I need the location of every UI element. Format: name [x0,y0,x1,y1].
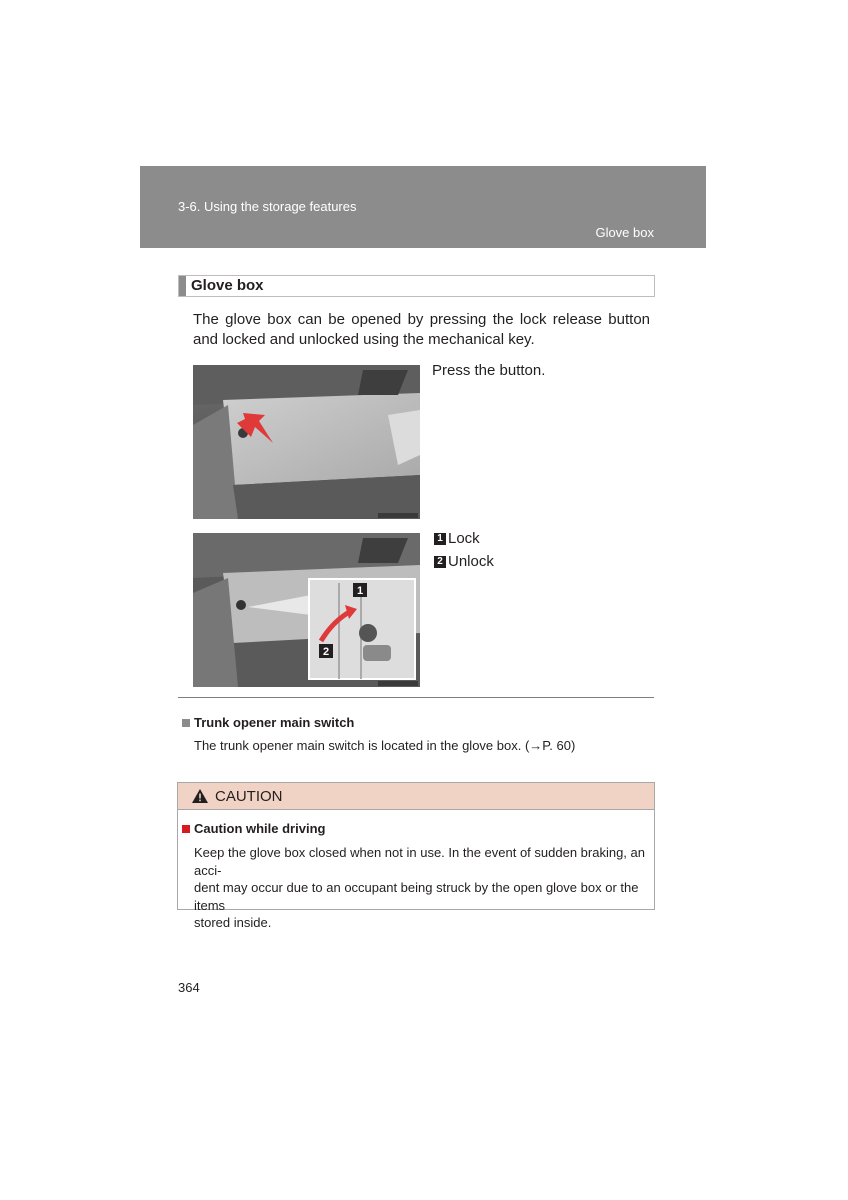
note-text: The trunk opener main switch is located in the glove box. (→P. 60) [194,738,576,753]
legend-label: Unlock [448,553,494,570]
note-heading-label: Trunk opener main switch [194,715,355,730]
glove-box-button-photo [193,365,420,519]
chapter-title: 3-6. Using the storage features [178,199,357,214]
glove-box-key-photo [193,533,420,687]
legend-item-unlock [434,553,494,570]
legend-number: 2 [434,556,446,568]
page-number: 364 [178,980,200,995]
press-button-caption: Press the button. [432,362,546,379]
legend-label: Lock [448,530,480,547]
section-heading [178,275,655,297]
caution-title: CAUTION [215,788,283,805]
section-heading-bar [179,276,186,296]
caution-header [178,783,654,810]
note-heading [182,715,354,730]
caution-subheading [182,821,325,836]
svg-text:1: 1 [356,585,364,597]
legend-number: 1 [434,533,446,545]
section-heading-label: Glove box [191,277,264,294]
red-square-bullet-icon [182,825,190,833]
chapter-header [140,166,706,248]
topic-title: Glove box [595,225,654,240]
svg-text:2: 2 [322,646,330,658]
caution-line: stored inside. [194,915,272,930]
caution-line: Keep the glove box closed when not in use. In the event of sudden braking, an acci- [194,845,645,878]
caution-text [194,844,650,932]
divider [178,697,654,698]
intro-paragraph: The glove box can be opened by pressing the lock release button and locked and unlocked using the mechanical key. [193,311,650,348]
square-bullet-icon [182,719,190,727]
caution-line: dent may occur due to an occupant being struck by the open glove box or the items [194,880,639,913]
legend-item-lock [434,530,480,547]
caution-box [177,782,655,930]
warning-triangle-icon [191,788,209,804]
caution-subheading-label: Caution while driving [194,821,326,836]
